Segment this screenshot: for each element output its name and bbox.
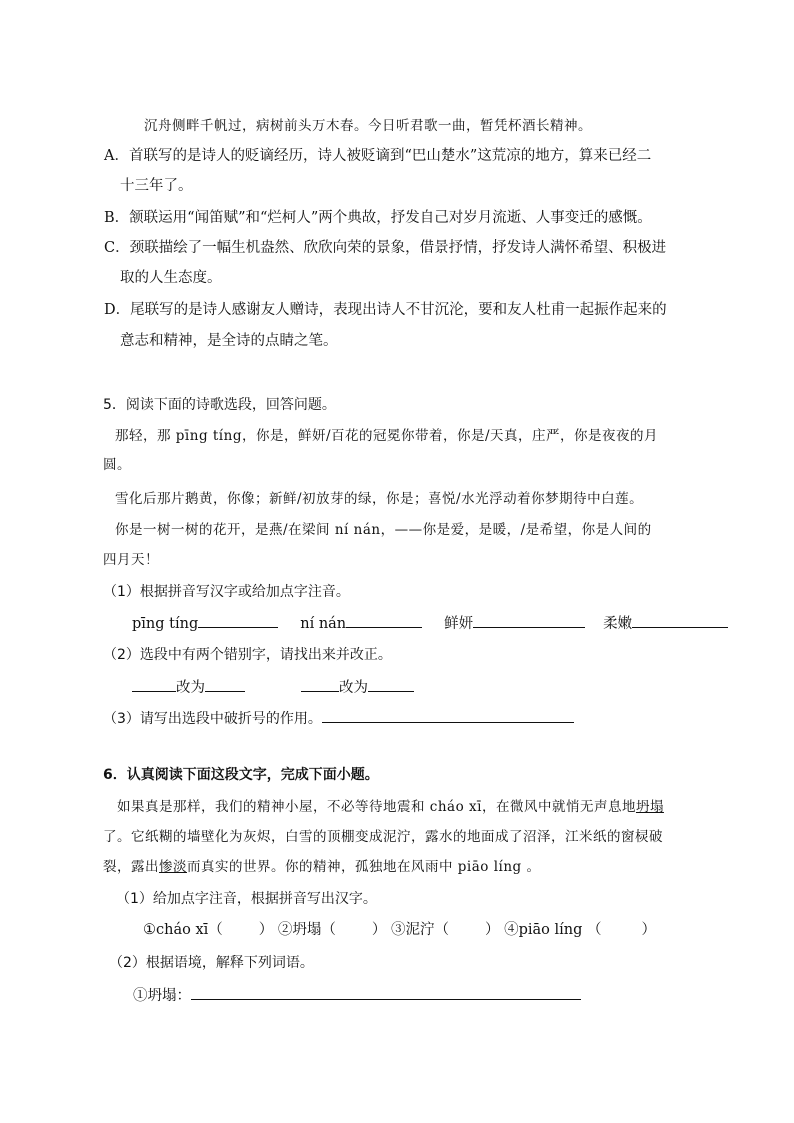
pinyin-pingting: pīng tíng: [132, 616, 199, 632]
option-a-line1: A．首联写的是诗人的贬谪经历，诗人被贬谪到“巴山楚水”这荒凉的地方，算来已经二: [104, 148, 652, 164]
word-rounen: 柔嫩: [603, 616, 633, 632]
q5-sub2-answers: [132, 676, 414, 698]
item-tanta-explain: ①坍塌：: [133, 988, 191, 1004]
gai-label-1: 改为: [176, 680, 205, 696]
gai-label-2: 改为: [339, 680, 368, 696]
option-c-line1: C．颈联描绘了一幅生机盎然、欣欣向荣的景象，借景抒情，抒发诗人满怀希望、积极进: [104, 240, 667, 256]
item-chaoxi: ①cháo xī（: [143, 922, 223, 938]
item-close-paren: ）: [641, 922, 657, 938]
q6-passage-line3-pre: 裂，露出: [103, 859, 159, 875]
q5-poem-p3b: 四月天！: [103, 552, 159, 568]
q6-passage-line3: [103, 857, 540, 877]
answer-blank-pingting[interactable]: [198, 612, 278, 628]
correct-char-blank-2[interactable]: [368, 676, 414, 692]
q6-sub1: （1）给加点字注音，根据拼音写出汉字。: [116, 891, 377, 907]
q5-sub2: （2）选段中有两个错别字，请找出来并改正。: [103, 647, 392, 663]
item-piaoling: ） ④piāo líng （: [484, 922, 602, 938]
q5-poem-p1a: 那轻，那 pīng tíng，你是，鲜妍/百花的冠冕你带着，你是/天真，庄严，你是夜夜的月: [115, 428, 659, 444]
answer-blank-ninan[interactable]: [346, 612, 422, 628]
q6-passage-line3-post: 而真实的世界。你的精神，孤独地在风雨中 piāo líng 。: [187, 859, 541, 875]
option-d-line1: D．尾联写的是诗人感谢友人赠诗，表现出诗人不甘沉沦，要和友人杜甫一起振作起来的: [104, 302, 667, 318]
answer-blank-rounen[interactable]: [632, 612, 728, 628]
q5-sub3-text: （3）请写出选段中破折号的作用。: [103, 711, 322, 727]
q6-title: 6．认真阅读下面这段文字，完成下面小题。: [103, 767, 379, 783]
q6-sub1-items: [143, 920, 656, 940]
pinyin-ninan: ní nán: [300, 616, 347, 632]
option-c-line2: 取的人生态度。: [120, 270, 222, 286]
correct-char-blank-1[interactable]: [205, 676, 245, 692]
q6-sub2: （2）根据语境，解释下列词语。: [109, 955, 314, 971]
option-a-line2: 十三年了。: [120, 178, 193, 194]
poem-line: 沉舟侧畔千帆过，病树前头万木春。今日听君歌一曲，暂凭杯酒长精神。: [144, 118, 592, 134]
item-tanta: ） ②坍塌（: [258, 922, 336, 938]
q5-sub1: （1）根据拼音写汉字或给加点字注音。: [103, 584, 350, 600]
q6-passage-line1: [117, 797, 664, 817]
word-tanta-underlined: 坍塌: [635, 799, 664, 815]
q5-poem-p3a: 你是一树一树的花开，是燕/在梁间 ní nán，——你是爱，是暖，/是希望，你是人间的: [115, 522, 652, 538]
q6-passage-line2: 了。它纸糊的墙壁化为灰烬，白雪的顶棚变成泥泞，露水的地面成了沼泽，江米纸的窗棂破: [103, 829, 663, 845]
q6-sub2-item: [133, 984, 581, 1006]
item-nining: ） ③泥泞（: [371, 922, 449, 938]
option-d-line2: 意志和精神，是全诗的点睛之笔。: [120, 333, 338, 349]
q5-poem-p1b: 圆。: [103, 457, 131, 473]
dash-function-blank[interactable]: [322, 707, 574, 723]
q5-title: 5．阅读下面的诗歌选段，回答问题。: [103, 397, 336, 413]
q6-passage-line1-text: 如果真是那样，我们的精神小屋，不必等待地震和 cháo xī，在微风中就悄无声息地: [117, 799, 636, 815]
q5-poem-p2: 雪化后那片鹅黄，你像；新鲜/初放芽的绿，你是；喜悦/水光浮动着你梦期待中白莲。: [115, 491, 644, 507]
word-xianyan: 鲜妍: [444, 616, 474, 632]
explain-blank-tanta[interactable]: [191, 984, 581, 1000]
wrong-char-blank-1[interactable]: [132, 676, 176, 692]
answer-blank-xianyan[interactable]: [473, 612, 585, 628]
option-b-line1: B．颔联运用“闻笛赋”和“烂柯人”两个典故，抒发自己对岁月流逝、人事变迁的感慨。: [104, 210, 652, 226]
word-candan-underlined: 惨淡: [159, 859, 187, 875]
q5-sub1-answers: [132, 612, 728, 634]
q5-sub3: [103, 707, 574, 729]
wrong-char-blank-2[interactable]: [301, 676, 339, 692]
